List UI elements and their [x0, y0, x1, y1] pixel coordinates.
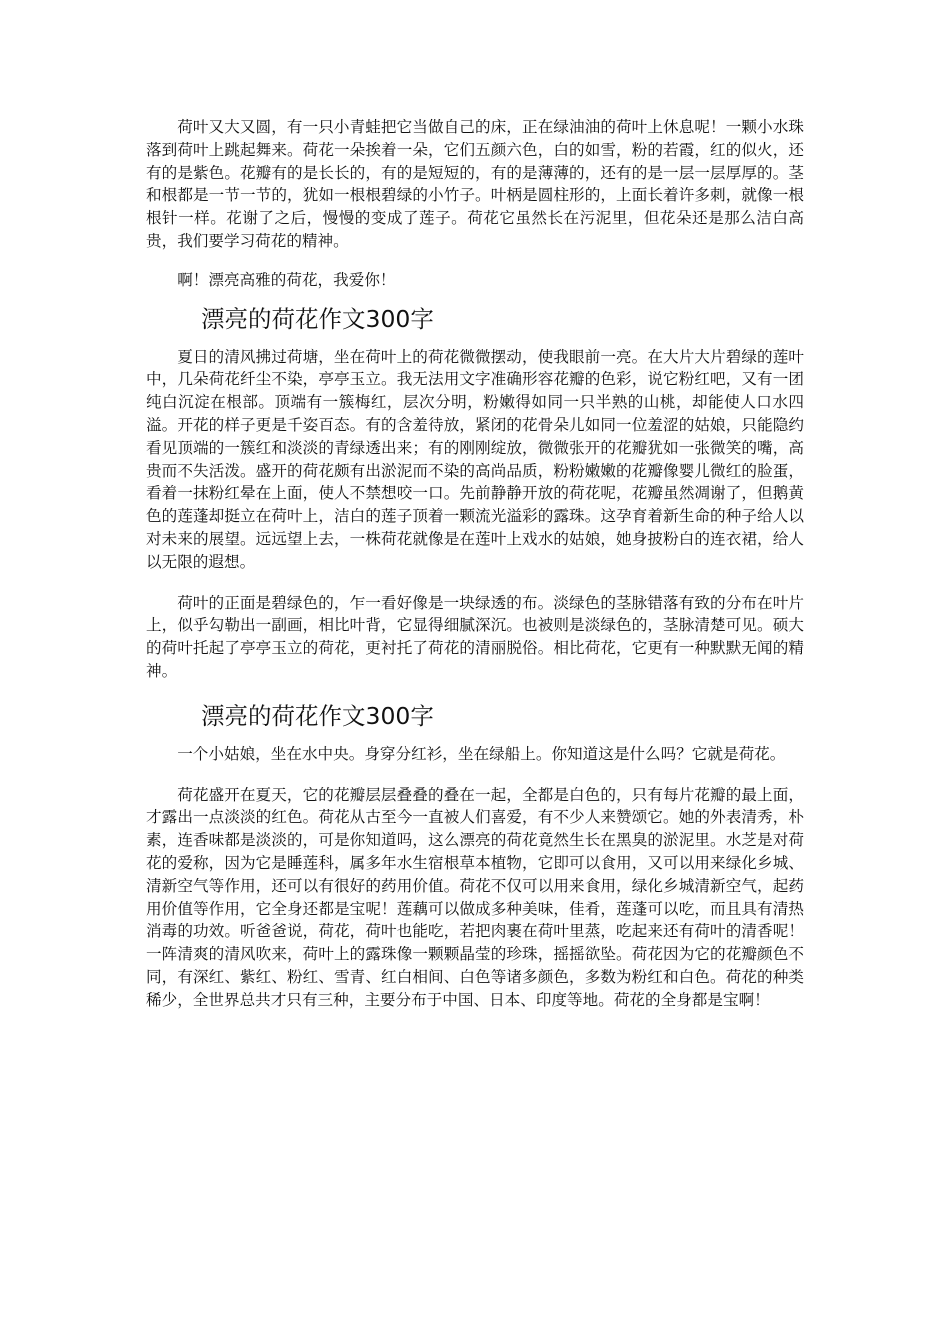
- paragraph-lotus-leaf: 荷叶的正面是碧绿色的，乍一看好像是一块绿透的布。淡绿色的茎脉错落有致的分布在叶片上，似乎勾勒出一副画，相比叶背，它显得细腻深沉。也被则是淡绿色的，茎脉清楚可见。硕大的荷叶托起了亭亭玉立的荷花，更衬托了荷花的清丽脱俗。相比荷花，它更有一种默默无闻的精神。: [146, 593, 804, 680]
- section-heading-1: 漂亮的荷花作文300字: [201, 304, 434, 333]
- paragraph-lotus-summer: 荷花盛开在夏天，它的花瓣层层叠叠的叠在一起，全都是白色的，只有每片花瓣的最上面，才露出一点淡淡的红色。荷花从古至今一直被人们喜爱，有不少人来赞颂它。她的外表清秀，朴素，连香味都是淡淡的，可是你知道吗，这么漂亮的荷花竟然生长在黑臭的淤泥里。水芝是对荷花的爱称，因为它是睡莲科，属多年水生宿根草本植物，它即可以食用，又可以用来绿化乡城、清新空气等作用，还可以有很好的药用价值。荷花不仅可以用来食用，绿化乡城清新空气，起药用价值等作用，它全身还都是宝呢！莲藕可以做成多种美味，佳肴，莲蓬可以吃，而且具有清热消毒的功效。听爸爸说，荷花，荷叶也能吃，若把肉裹在荷叶里蒸，吃起来还有荷叶的清香呢！一阵清爽的清风吹来，荷叶上的露珠像一颗颗晶莹的珍珠，摇摇欲坠。荷花因为它的花瓣颜色不同，有深红、紫红、粉红、雪青、红白相间、白色等诸多颜色，多数为粉红和白色。荷花的种类稀少，全世界总共才只有三种，主要分布于中国、日本、印度等地。荷花的全身都是宝啊！: [146, 785, 804, 1009]
- paragraph-summer-breeze: 夏日的清风拂过荷塘，坐在荷叶上的荷花微微摆动，使我眼前一亮。在大片大片碧绿的莲叶中，几朵荷花纤尘不染，亭亭玉立。我无法用文字准确形容花瓣的色彩，说它粉红吧，又有一团纯白沉淀在根部。顶端有一簇梅红，层次分明，粉嫩得如同一只半熟的山桃，却能使人口水四溢。开花的样子更是千姿百态。有的含羞待放，紧闭的花骨朵儿如同一位羞涩的姑娘，只能隐约看见顶端的一簇红和淡淡的青绿透出来；有的刚刚绽放，微微张开的花瓣犹如一张微笑的嘴，高贵而不失活泼。盛开的荷花颇有出淤泥而不染的高尚品质，粉粉嫩嫩的花瓣像婴儿微红的脸蛋，看着一抹粉红晕在上面，使人不禁想咬一口。先前静静开放的荷花呢，花瓣虽然凋谢了，但鹅黄色的莲蓬却挺立在荷叶上，洁白的莲子顶着一颗流光溢彩的露珠。这孕育着新生命的种子给人以对未来的展望。远远望上去，一株荷花就像是在莲叶上戏水的姑娘，她身披粉白的连衣裙，给人以无限的遐想。: [146, 347, 804, 571]
- paragraph-exclamation: 啊！漂亮高雅的荷花，我爱你！: [177, 270, 396, 289]
- document-page: [146, 116, 804, 1012]
- section-heading-2: 漂亮的荷花作文300字: [201, 701, 434, 730]
- paragraph-lotus-leaf-frog: 荷叶又大又圆，有一只小青蛙把它当做自己的床，正在绿油油的荷叶上休息呢！一颗小水珠落到荷叶上跳起舞来。荷花一朵挨着一朵，它们五颜六色，白的如雪，粉的若霞，红的似火，还有的是紫色。花瓣有的是长长的，有的是短短的，有的是薄薄的，还有的是一层一层厚厚的。茎和根都是一节一节的，犹如一根根碧绿的小竹子。叶柄是圆柱形的，上面长着许多刺，就像一根根针一样。花谢了之后，慢慢的变成了莲子。荷花它虽然长在污泥里，但花朵还是那么洁白高贵，我们要学习荷花的精神。: [146, 118, 804, 250]
- paragraph-riddle: 一个小姑娘，坐在水中央。身穿分红衫，坐在绿船上。你知道这是什么吗？它就是荷花。: [177, 744, 786, 763]
